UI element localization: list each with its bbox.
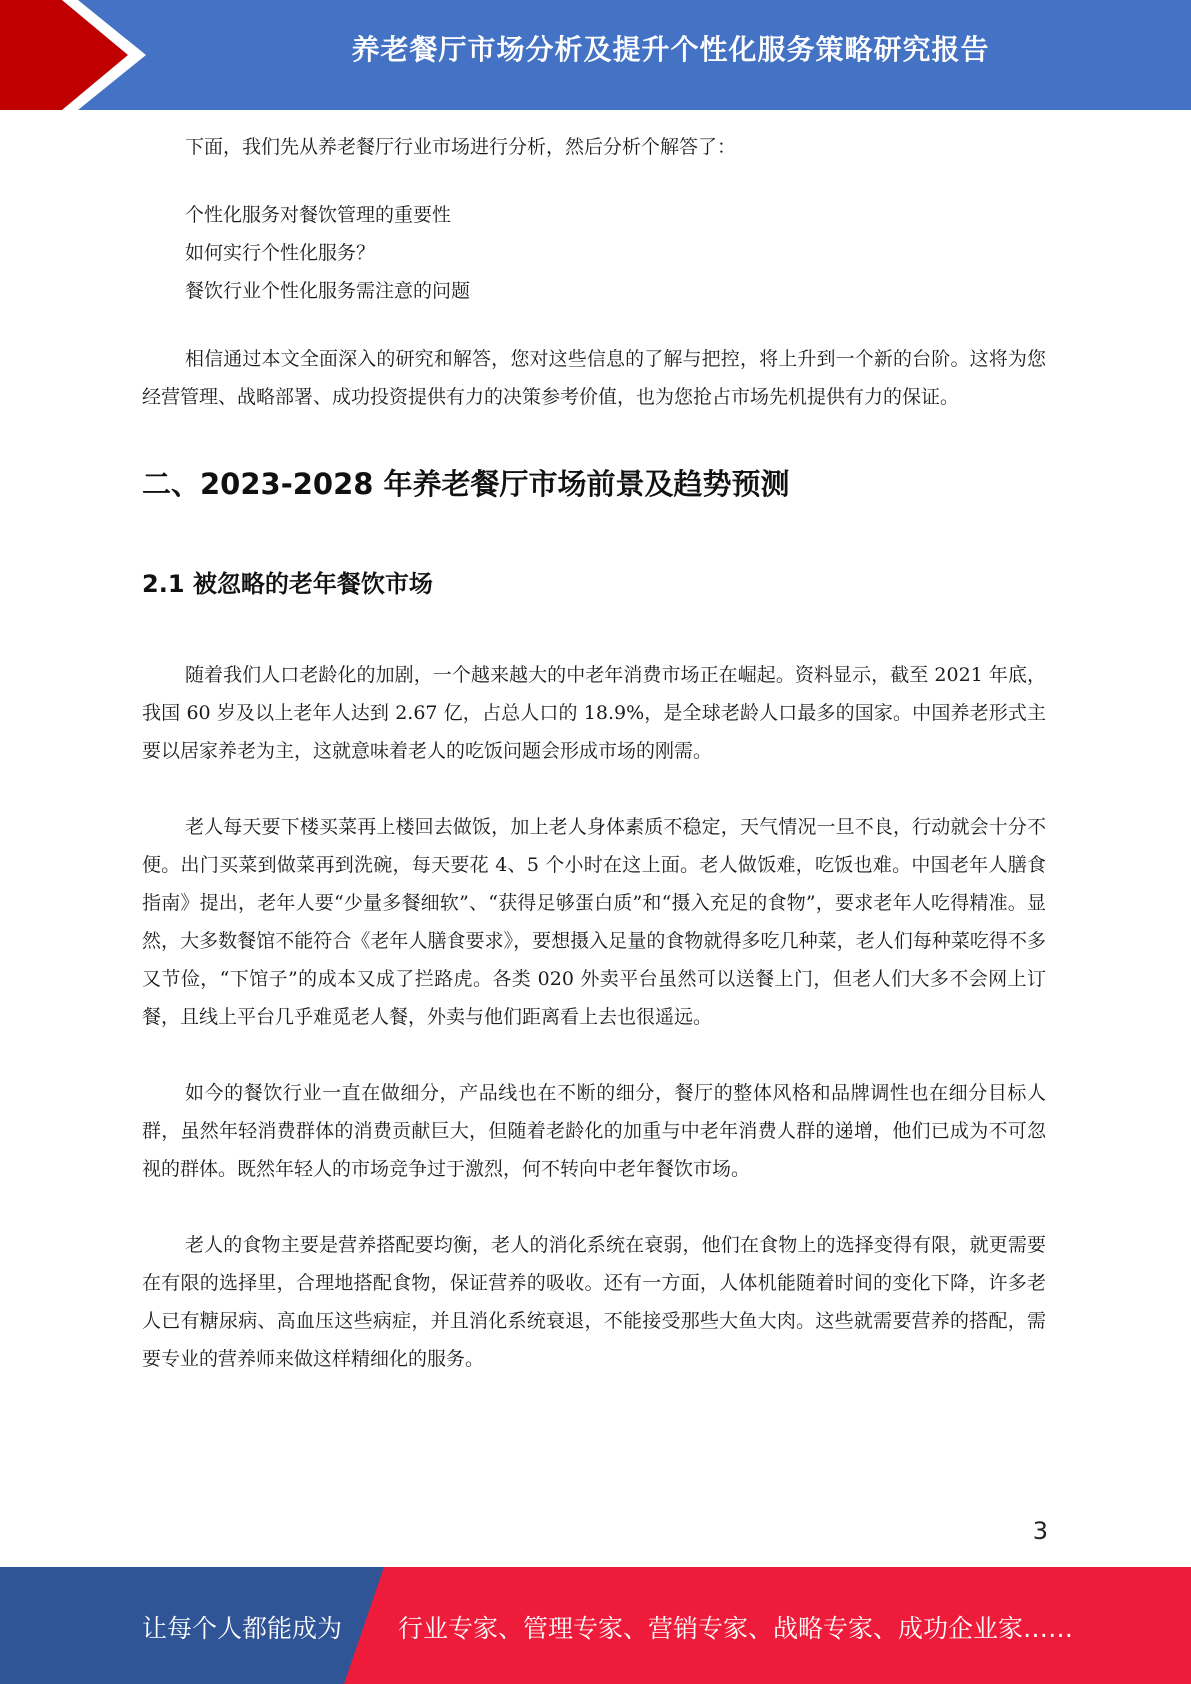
footer-slogan-left: 让每个人都能成为 — [142, 1614, 343, 1643]
page-header — [0, 0, 1191, 110]
document-body — [142, 128, 1046, 1378]
footer-slogan-right: 行业专家、管理专家、营销专家、战略专家、成功企业家…… — [398, 1614, 1074, 1643]
subsection-heading: 2.1 被忽略的老年餐饮市场 — [142, 570, 433, 598]
header-chevron-graphic — [0, 0, 150, 110]
list-item: 个性化服务对餐饮管理的重要性 — [185, 204, 452, 226]
body-paragraph: 老人的食物主要是营养搭配要均衡，老人的消化系统在衰弱，他们在食物上的选择变得有限，就更需要在有限的选择里，合理地搭配食物，保证营养的吸收。还有一方面，人体机能随着时间的变化下降，许多老人已有糖尿病、高血压这些病症，并且消化系统衰退，不能接受那些大鱼大肉。这些就需要营养的搭配，需要专业的营养师来做这样精细化的服务。 — [142, 1234, 1046, 1370]
header-title: 养老餐厅市场分析及提升个性化服务策略研究报告 — [351, 33, 990, 66]
section-heading: 二、2023-2028 年养老餐厅市场前景及趋势预测 — [142, 467, 790, 501]
intro-paragraph: 下面，我们先从养老餐厅行业市场进行分析，然后分析个解答了： — [185, 136, 737, 158]
page-footer — [0, 1567, 1191, 1684]
list-item: 如何实行个性化服务？ — [185, 242, 376, 264]
closing-paragraph: 相信通过本文全面深入的研究和解答，您对这些信息的了解与把控，将上升到一个新的台阶。这将为您经营管理、战略部署、成功投资提供有力的决策参考价值，也为您抢占市场先机提供有力的保证。 — [142, 348, 1046, 408]
body-paragraph: 随着我们人口老龄化的加剧，一个越来越大的中老年消费市场正在崛起。资料显示，截至 2021 年底，我国 60 岁及以上老年人达到 2.67 亿，占总人口的 18.9%，是全球老龄人口最多的国家。中国养老形式主要以居家养老为主，这就意味着老人的吃饭问题会形成市场的刚需。 — [142, 664, 1046, 762]
page-number: 3 — [1032, 1517, 1048, 1545]
body-paragraph: 如今的餐饮行业一直在做细分，产品线也在不断的细分，餐厅的整体风格和品牌调性也在细分目标人群，虽然年轻消费群体的消费贡献巨大，但随着老龄化的加重与中老年消费人群的递增，他们已成为不可忽视的群体。既然年轻人的市场竞争过于激烈，何不转向中老年餐饮市场。 — [142, 1082, 1046, 1180]
list-item: 餐饮行业个性化服务需注意的问题 — [185, 280, 471, 302]
body-paragraph: 老人每天要下楼买菜再上楼回去做饭，加上老人身体素质不稳定，天气情况一旦不良，行动就会十分不便。出门买菜到做菜再到洗碗，每天要花 4、5 个小时在这上面。老人做饭难，吃饭也难。中国老年人膳食指南》提出，老年人要“少量多餐细软”、“获得足够蛋白质”和“摄入充足的食物”，要求老年人吃得精准。显然，大多数餐馆不能符合《老年人膳食要求》，要想摄入足量的食物就得多吃几种菜，老人们每种菜吃得不多又节俭，“下馆子”的成本又成了拦路虎。各类 020 外卖平台虽然可以送餐上门，但老人们大多不会网上订餐，且线上平台几乎难觅老人餐，外卖与他们距离看上去也很遥远。 — [142, 816, 1046, 1028]
